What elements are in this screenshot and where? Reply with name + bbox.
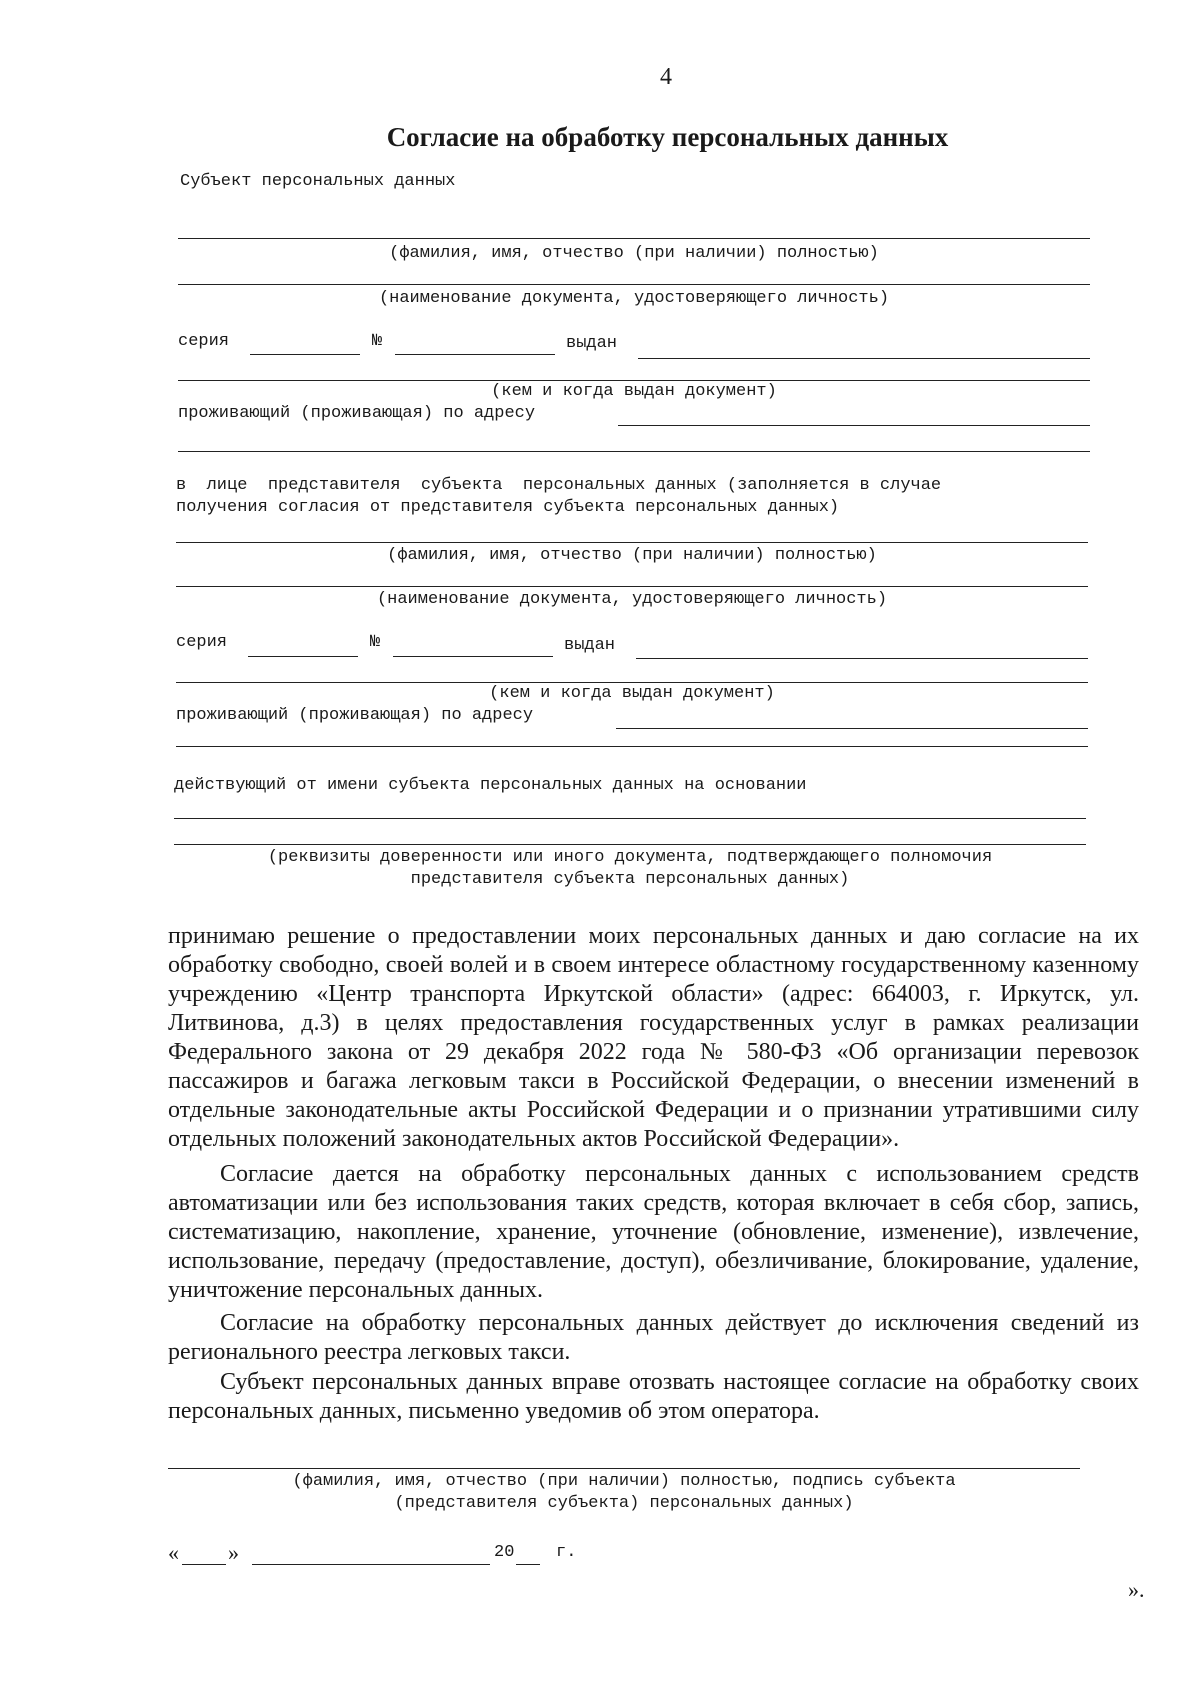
subject-label: Субъект персональных данных: [180, 172, 456, 191]
power-hint-line-2: представителя субъекта персональных данных): [410, 870, 850, 889]
acting-input-line-2[interactable]: [174, 844, 1086, 845]
issued-input-line-2[interactable]: [178, 380, 1090, 381]
date-year-prefix: 20: [494, 1543, 515, 1562]
fio-input-line[interactable]: [178, 238, 1090, 239]
issued-hint: (кем и когда выдан документ): [491, 382, 777, 401]
doc-input-line[interactable]: [178, 284, 1090, 285]
rep-doc-hint: (наименование документа, удостоверяющего личность): [376, 590, 888, 609]
rep-number-label: №: [370, 633, 381, 652]
signature-hint-line-1: (фамилия, имя, отчество (при наличии) полностью, подпись субъекта: [292, 1472, 956, 1491]
series-label: серия: [178, 332, 230, 351]
rep-issued-label: выдан: [564, 636, 616, 655]
rep-address-input-line[interactable]: [616, 728, 1088, 729]
closing-mark: ».: [1128, 1577, 1145, 1602]
acting-label: действующий от имени субъекта персональных данных на основании: [174, 776, 807, 795]
issued-label: выдан: [566, 334, 618, 353]
rep-fio-input-line[interactable]: [176, 542, 1088, 543]
rep-issued-input-line[interactable]: [636, 658, 1088, 659]
page-title: Согласие на обработку персональных данных: [386, 122, 949, 152]
representative-text-line-2: получения согласия от представителя субъекта персональных данных): [176, 498, 840, 517]
rep-series-label: серия: [176, 633, 228, 652]
rep-series-input-line[interactable]: [248, 656, 358, 657]
consent-paragraph-2: Согласие дается на обработку персональных данных с использованием средств автоматизации или без использования таких средств, которая включает в себя сбор, запись, систематизацию, накопление, хранение, уточнение (обновление, изменение), извлечение, использование, передачу (предоставление, доступ), обезличивание, блокирование, удаление, уничтожение персональных данных.: [168, 1161, 1139, 1303]
rep-doc-input-line[interactable]: [176, 586, 1088, 587]
address-label: проживающий (проживающая) по адресу: [178, 404, 536, 423]
number-label: №: [372, 332, 383, 351]
date-year-input[interactable]: [516, 1564, 540, 1565]
rep-fio-hint: (фамилия, имя, отчество (при наличии) полностью): [387, 546, 877, 565]
rep-number-input-line[interactable]: [393, 656, 553, 657]
signature-input-line[interactable]: [168, 1468, 1080, 1469]
rep-issued-hint: (кем и когда выдан документ): [489, 684, 775, 703]
address-input-line[interactable]: [618, 425, 1090, 426]
rep-address-input-line-2[interactable]: [176, 746, 1088, 747]
representative-text-line-1: в лице представителя субъекта персональных данных (заполняется в случае: [176, 476, 942, 495]
rep-address-label: проживающий (проживающая) по адресу: [176, 706, 534, 725]
consent-paragraph-4: Субъект персональных данных вправе отозвать настоящее согласие на обработку своих персональных данных, письменно уведомив об этом оператора.: [168, 1369, 1139, 1424]
consent-paragraph-3: Согласие на обработку персональных данных действует до исключения сведений из регионального реестра легковых такси.: [168, 1310, 1139, 1365]
date-year-suffix: г.: [556, 1543, 577, 1562]
fio-hint: (фамилия, имя, отчество (при наличии) полностью): [389, 244, 879, 263]
date-close-quote: »: [228, 1540, 239, 1565]
doc-hint: (наименование документа, удостоверяющего личность): [378, 289, 890, 308]
date-open-quote: «: [168, 1540, 179, 1565]
issued-input-line[interactable]: [638, 358, 1090, 359]
consent-paragraph-1: принимаю решение о предоставлении моих персональных данных и даю согласие на их обработку свободно, своей волей и в своем интересе областному государственному казенному учреждению «Центр транспорта Иркутской области» (адрес: 664003, г. Иркутск, ул. Литвинова, д.3) в целях предоставления государственных услуг в рамках реализации Федерального закона от 29 декабря 2022 года № 580-ФЗ «Об организации перевозок пассажиров и багажа легковым такси в Российской Федерации, о внесении изменений в отдельные законодательные акты Российской Федерации и о признании утратившими силу отдельных положений законодательных актов Российской Федерации».: [168, 923, 1139, 1152]
rep-issued-input-line-2[interactable]: [176, 682, 1088, 683]
acting-input-line[interactable]: [174, 818, 1086, 819]
page-number: 4: [660, 64, 672, 90]
address-input-line-2[interactable]: [178, 451, 1090, 452]
power-hint-line-1: (реквизиты доверенности или иного документа, подтверждающего полномочия: [267, 848, 993, 867]
number-input-line[interactable]: [395, 354, 555, 355]
signature-hint-line-2: (представителя субъекта) персональных данных): [394, 1494, 854, 1513]
series-input-line[interactable]: [250, 354, 360, 355]
date-month-input[interactable]: [252, 1564, 490, 1565]
date-day-input[interactable]: [182, 1564, 226, 1565]
